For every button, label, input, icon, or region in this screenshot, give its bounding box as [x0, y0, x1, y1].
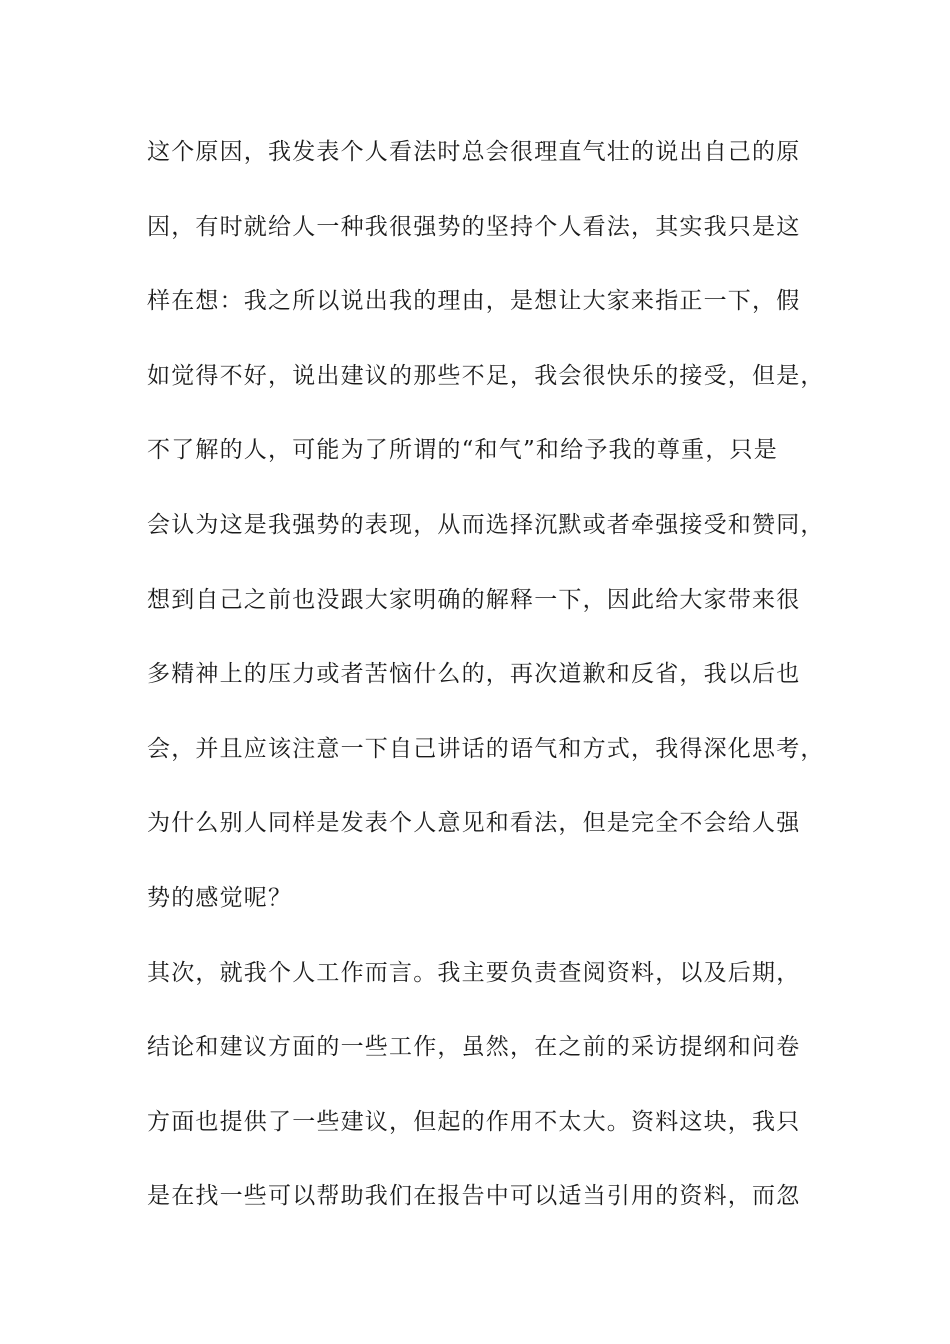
- text-line: 会，并且应该注意一下自己讲话的语气和方式，我得深化思考，: [147, 735, 825, 762]
- text-line: 不了解的人，可能为了所谓的“和气”和给予我的尊重，只是: [147, 437, 778, 464]
- document-body: [147, 132, 825, 1251]
- text-line: 为什么别人同样是发表个人意见和看法，但是完全不会给人强: [147, 810, 801, 837]
- text-line: 样在想：我之所以说出我的理由，是想让大家来指正一下，假: [147, 288, 801, 315]
- text-line: 是在找一些可以帮助我们在报告中可以适当引用的资料，而忽: [147, 1183, 801, 1210]
- text-line: 想到自己之前也没跟大家明确的解释一下，因此给大家带来很: [147, 586, 801, 613]
- text-line: 会认为这是我强势的表现，从而选择沉默或者牵强接受和赞同，: [147, 511, 825, 538]
- text-line: 这个原因，我发表个人看法时总会很理直气壮的说出自己的原: [147, 139, 801, 165]
- text-line: 势的感觉呢？: [147, 884, 293, 911]
- paragraph-start-line: 其次，就我个人工作而言。我主要负责查阅资料，以及后期，: [147, 959, 801, 986]
- text-line: 方面也提供了一些建议，但起的作用不太大。资料这块，我只: [147, 1108, 801, 1135]
- text-line: 多精神上的压力或者苦恼什么的，再次道歉和反省，我以后也: [147, 661, 801, 688]
- text-line: 如觉得不好，说出建议的那些不足，我会很快乐的接受，但是，: [147, 362, 825, 389]
- text-line: 结论和建议方面的一些工作，虽然，在之前的采访提纲和问卷: [147, 1034, 801, 1061]
- text-line: 因，有时就给人一种我很强势的坚持个人看法，其实我只是这: [147, 213, 801, 240]
